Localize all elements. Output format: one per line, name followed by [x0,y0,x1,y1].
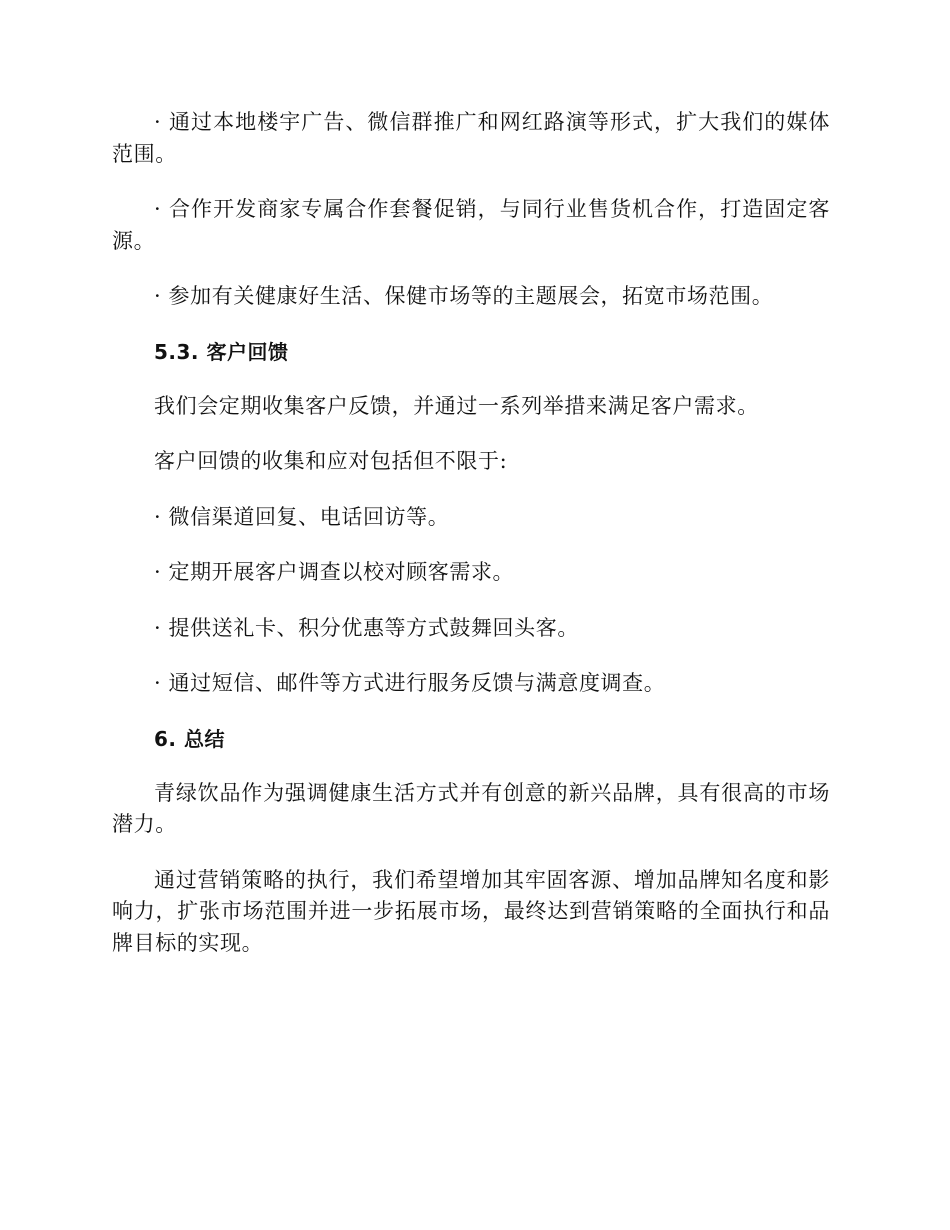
feedback-bullet-sms-email: · 通过短信、邮件等方式进行服务反馈与满意度调查。 [154,671,666,695]
feedback-lead: 客户回馈的收集和应对包括但不限于: [154,449,508,473]
bullet-partner-packages: · 合作开发商家专属合作套餐促销，与同行业售货机合作，打造固定客源。 [112,197,830,253]
bullet-theme-exhibitions: · 参加有关健康好生活、保健市场等的主题展会，拓宽市场范围。 [154,284,774,308]
section-heading-customer-feedback: 5.3. 客户回馈 [154,339,289,364]
feedback-bullet-survey: · 定期开展客户调查以校对顾客需求。 [154,560,515,584]
feedback-bullet-wechat: · 微信渠道回复、电话回访等。 [154,504,450,529]
summary-paragraph-1: 青绿饮品作为强调健康生活方式并有创意的新兴品牌，具有很高的市场潜力。 [112,780,830,836]
bullet-media-promotion: · 通过本地楼宇广告、微信群推广和网红路演等形式，扩大我们的媒体范围。 [112,110,830,166]
feedback-intro: 我们会定期收集客户反馈，并通过一系列举措来满足客户需求。 [154,393,759,418]
feedback-bullet-gift-card: · 提供送礼卡、积分优惠等方式鼓舞回头客。 [154,615,579,640]
summary-paragraph-2: 通过营销策略的执行，我们希望增加其牢固客源、增加品牌知名度和影响力，扩张市场范围并进一步拓展市场，最终达到营销策略的全面执行和品牌目标的实现。 [112,867,830,955]
section-heading-summary: 6. 总结 [154,726,225,751]
